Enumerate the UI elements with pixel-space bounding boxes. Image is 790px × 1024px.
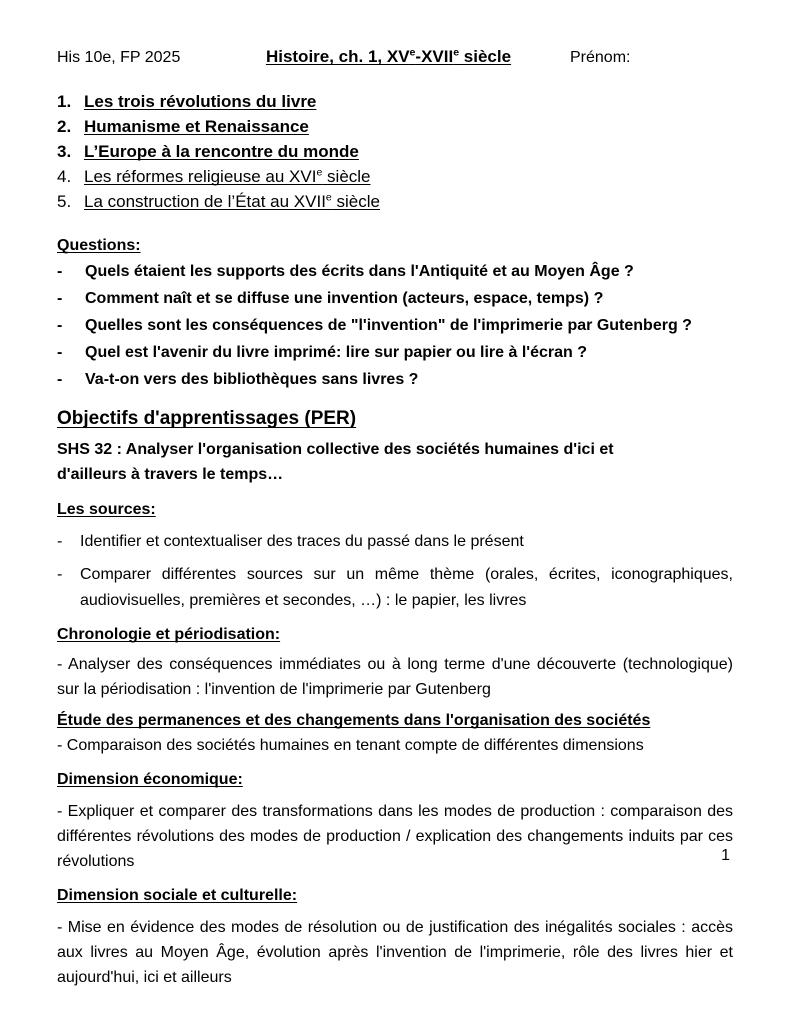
chapter-text: Humanisme et Renaissance — [84, 117, 309, 136]
bullet-dash: - — [57, 371, 63, 388]
course-code: His 10e, FP 2025 — [57, 49, 181, 66]
economic-dimension-text: - Expliquer et comparer des transformations dans les modes de production : comparaison des différentes révolutions des modes de production / explication des changements induits par ces révolutions — [57, 803, 733, 870]
bullet-dash: - — [57, 290, 63, 307]
chapter-number: 1. — [57, 92, 72, 111]
chapter-list — [57, 89, 733, 214]
source-bullet — [57, 562, 733, 614]
chapter-item — [57, 89, 733, 114]
chapter-text: Les trois révolutions du livre — [84, 92, 317, 111]
question-item — [57, 366, 733, 393]
first-name-label: Prénom: — [570, 49, 631, 66]
chapter-item — [57, 114, 733, 139]
chapter-item — [57, 139, 733, 164]
chapter-number: 3. — [57, 142, 72, 161]
questions-heading: Questions: — [57, 237, 141, 254]
objectives-heading: Objectifs d'apprentissages (PER) — [57, 408, 357, 429]
source-text: Identifier et contextualiser des traces du passé dans le présent — [80, 533, 524, 550]
question-text: Va-t-on vers des bibliothèques sans livres ? — [85, 371, 419, 388]
question-item — [57, 285, 733, 312]
title-part: siècle — [459, 47, 512, 66]
chapter-title — [84, 164, 371, 189]
economic-dimension-heading: Dimension économique: — [57, 771, 243, 788]
chapter-title — [84, 114, 309, 139]
permanences-text: - Comparaison des sociétés humaines en tenant compte de différentes dimensions — [57, 737, 644, 754]
bullet-dash: - — [57, 533, 63, 550]
chapter-title — [84, 139, 359, 164]
chapter-superscript: e — [316, 166, 323, 179]
question-text: Quelles sont les conséquences de "l'invention" de l'imprimerie par Gutenberg ? — [85, 317, 692, 334]
sources-heading: Les sources: — [57, 501, 156, 518]
title-superscript: e — [409, 46, 416, 59]
question-text: Comment naît et se diffuse une invention (acteurs, espace, temps) ? — [85, 290, 604, 307]
bullet-dash: - — [57, 317, 63, 334]
chapter-text: Les réformes religieuse au XVI — [84, 167, 317, 186]
chapter-title — [84, 89, 316, 114]
social-dimension-text: - Mise en évidence des modes de résolution ou de justification des inégalités sociales : accès aux livres au Moyen Âge, évolution après l'invention de l'imprimerie, rôle des livres hier et aujourd'hui, ici et ailleurs — [57, 919, 733, 986]
shs-objective-text: SHS 32 : Analyser l'organisation collective des sociétés humaines d'ici et d'ailleurs à travers le temps… — [57, 441, 614, 483]
bullet-dash: - — [57, 344, 63, 361]
source-bullet — [57, 529, 733, 555]
chapter-text: siècle — [331, 192, 380, 211]
title-superscript: e — [453, 46, 460, 59]
permanences-heading: Étude des permanences et des changements dans l'organisation des sociétés — [57, 712, 651, 729]
document-header — [57, 46, 733, 69]
question-item — [57, 312, 733, 339]
bullet-dash: - — [57, 263, 63, 280]
chapter-item — [57, 189, 733, 214]
question-item — [57, 339, 733, 366]
chapter-number: 4. — [57, 167, 72, 186]
title-part: -XVII — [415, 47, 454, 66]
question-text: Quels étaient les supports des écrits dans l'Antiquité et au Moyen Âge ? — [85, 263, 634, 280]
social-dimension-heading: Dimension sociale et culturelle: — [57, 887, 298, 904]
chapter-number: 2. — [57, 117, 72, 136]
chronology-heading: Chronologie et périodisation: — [57, 626, 281, 643]
chapter-text: La construction de l’État au XVII — [84, 192, 326, 211]
questions-list — [57, 258, 733, 393]
chapter-text: L’Europe à la rencontre du monde — [84, 142, 359, 161]
page-title — [207, 46, 570, 68]
bullet-dash: - — [57, 566, 63, 583]
source-text: Comparer différentes sources sur un même thème (orales, écrites, iconographiques, audiovisuelles, premières et secondes, …) : le papier, les livres — [80, 566, 733, 609]
question-item — [57, 258, 733, 285]
question-text: Quel est l'avenir du livre imprimé: lire sur papier ou lire à l'écran ? — [85, 344, 588, 361]
chapter-number: 5. — [57, 192, 72, 211]
chapter-title — [84, 189, 380, 214]
chronology-text: - Analyser des conséquences immédiates ou à long terme d'une découverte (technologique) sur la périodisation : l'invention de l'imprimerie par Gutenberg — [57, 656, 733, 698]
chapter-superscript: e — [325, 191, 332, 204]
title-part: Histoire, ch. 1, XV — [265, 47, 410, 66]
chapter-item — [57, 164, 733, 189]
page-number: 1 — [721, 847, 730, 864]
chapter-text: siècle — [322, 167, 371, 186]
